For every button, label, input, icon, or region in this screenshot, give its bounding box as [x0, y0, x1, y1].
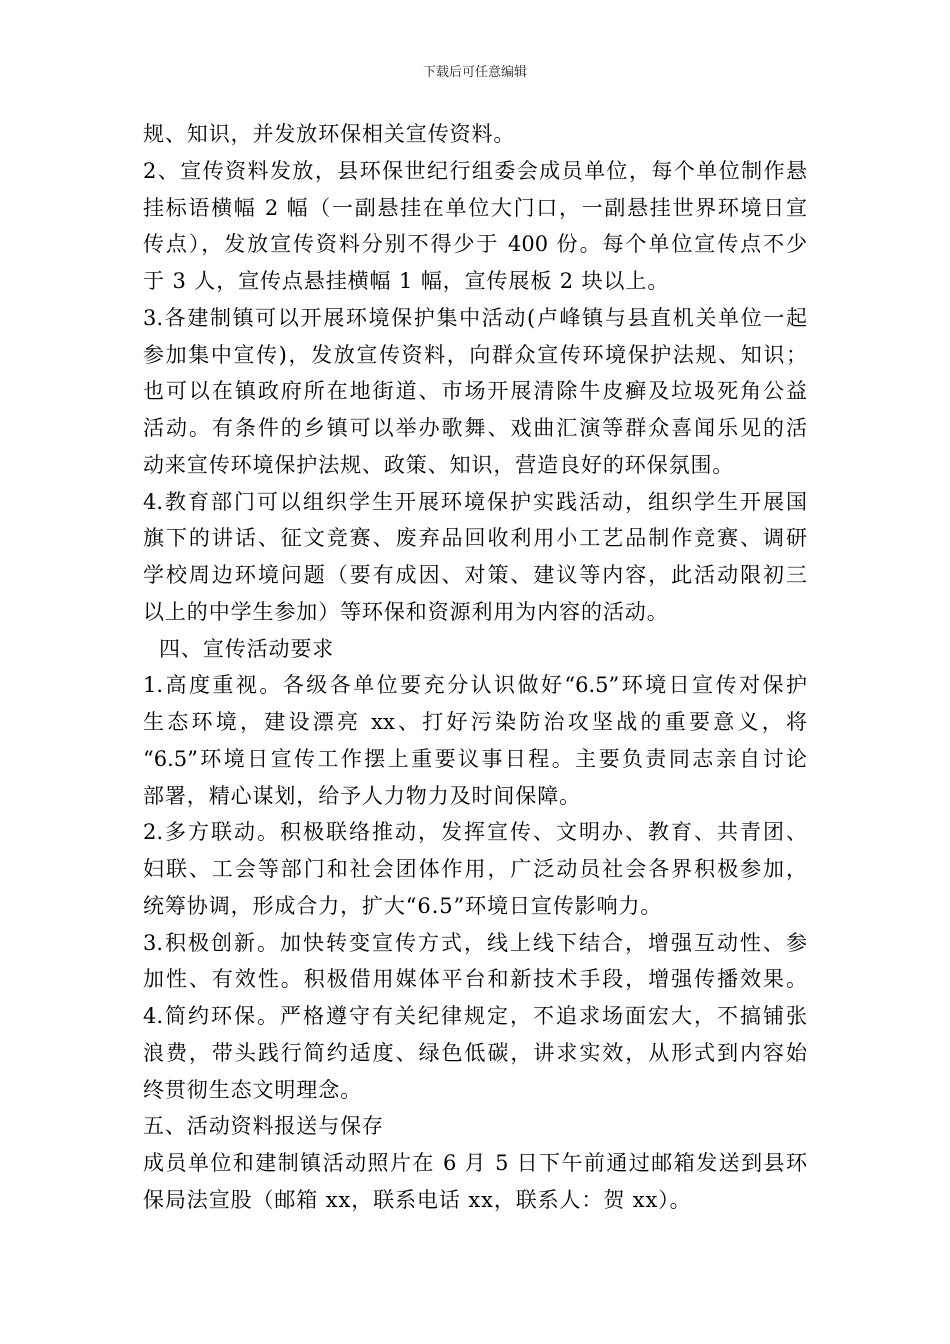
- text-line: 以上的中学生参加）等环保和资源利用为内容的活动。: [143, 599, 669, 624]
- text-line: 终贯彻生态文明理念。: [143, 1077, 362, 1102]
- text-line: 3.各建制镇可以开展环境保护集中活动(卢峰镇与县直机关单位一起: [143, 305, 807, 330]
- text-line: 传点），发放宣传资料分别不得少于 400 份。每个单位宣传点不少: [143, 232, 807, 257]
- text-line: 保局法宣股（邮箱 xx，联系电话 xx，联系人：贺 xx）。: [143, 1187, 692, 1212]
- text-line: 1.高度重视。各级各单位要充分认识做好“6.5”环境日宣传对保护: [143, 673, 807, 698]
- text-line: 五、活动资料报送与保存: [143, 1114, 384, 1139]
- document-body: [143, 116, 807, 1219]
- text-line: 4.简约环保。严格遵守有关纪律规定，不追求场面宏大，不搞铺张: [143, 1004, 807, 1028]
- text-line: 成员单位和建制镇活动照片在 6 月 5 日下午前通过邮箱发送到县环: [143, 1151, 807, 1175]
- text-line: 旗下的讲话、征文竞赛、废弃品回收利用小工艺品制作竞赛、调研: [143, 526, 807, 551]
- text-line: 动来宣传环境保护法规、政策、知识，营造良好的环保氛围。: [143, 452, 735, 477]
- text-line: 4.教育部门可以组织学生开展环境保护实践活动，组织学生开展国: [143, 489, 807, 514]
- text-line: 妇联、工会等部门和社会团体作用，广泛动员社会各界积极参加，: [143, 857, 807, 881]
- text-line: 也可以在镇政府所在地街道、市场开展清除牛皮癣及垃圾死角公益: [143, 379, 807, 404]
- text-line: 生态环境，建设漂亮 xx、打好污染防治攻坚战的重要意义，将: [143, 710, 807, 734]
- text-line: 于 3 人，宣传点悬挂横幅 1 幅，宣传展板 2 块以上。: [143, 269, 670, 293]
- text-line: 挂标语横幅 2 幅（一副悬挂在单位大门口，一副悬挂世界环境日宣: [143, 195, 807, 220]
- text-line: 2、宣传资料发放，县环保世纪行组委会成员单位，每个单位制作悬: [143, 158, 807, 183]
- text-line: 活动。有条件的乡镇可以举办歌舞、戏曲汇演等群众喜闻乐见的活: [143, 416, 807, 440]
- text-line: 规、知识，并发放环保相关宣传资料。: [143, 122, 516, 146]
- page-header: 下载后可任意编辑: [422, 65, 527, 80]
- text-line: 浪费，带头践行简约适度、绿色低碳，讲求实效，从形式到内容始: [143, 1040, 807, 1065]
- text-line: 统筹协调，形成合力，扩大“6.5”环境日宣传影响力。: [143, 893, 663, 918]
- text-line: 部署，精心谋划，给予人力物力及时间保障。: [143, 783, 581, 808]
- text-line: 加性、有效性。积极借用媒体平台和新技术手段，增强传播效果。: [143, 967, 807, 992]
- text-line: 参加集中宣传)，发放宣传资料，向群众宣传环境保护法规、知识；: [143, 342, 807, 367]
- text-line: 学校周边环境问题（要有成因、对策、建议等内容，此活动限初三: [143, 563, 807, 587]
- text-line: 2.多方联动。积极联络推动，发挥宣传、文明办、教育、共青团、: [143, 820, 807, 845]
- text-line: 四、宣传活动要求: [159, 636, 335, 661]
- text-line: “6.5”环境日宣传工作摆上重要议事日程。主要负责同志亲自讨论: [143, 746, 807, 771]
- text-line: 3.积极创新。加快转变宣传方式，线上线下结合，增强互动性、参: [143, 930, 807, 955]
